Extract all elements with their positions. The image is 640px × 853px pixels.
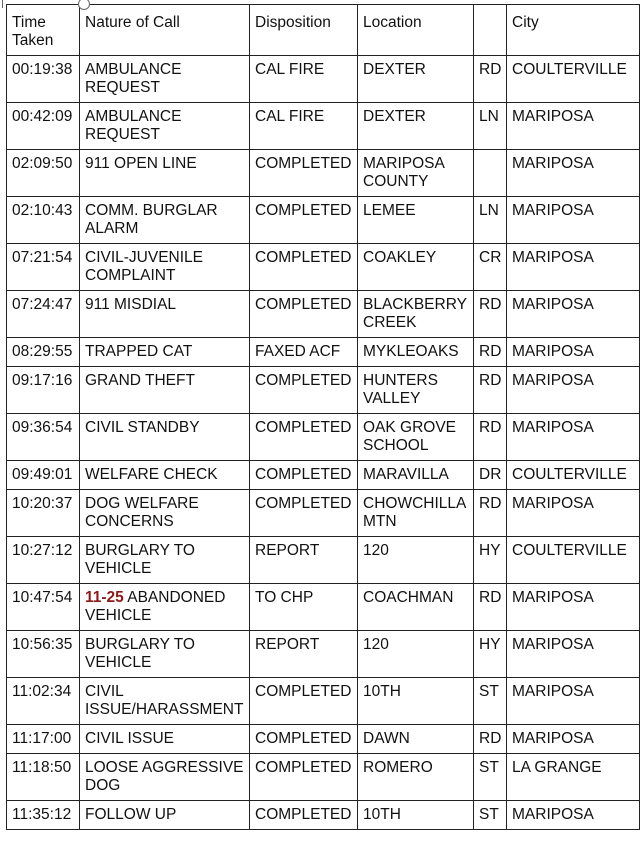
table-row [7, 338, 640, 367]
cell-street-suffix: HY [474, 631, 507, 678]
cell-street-suffix: RD [474, 725, 507, 754]
table-header-row [7, 5, 640, 56]
cell-nature: FOLLOW UP [80, 801, 250, 830]
cell-nature: WELFARE CHECK [80, 461, 250, 490]
cell-location: MYKLEOAKS [358, 338, 474, 367]
cell-city: MARIPOSA [507, 725, 640, 754]
cell-nature: AMBULANCE REQUEST [80, 103, 250, 150]
cell-street-suffix: RD [474, 291, 507, 338]
cell-street-suffix: ST [474, 754, 507, 801]
cell-location: COACHMAN [358, 584, 474, 631]
call-code: 11-25 [85, 589, 124, 606]
table-row [7, 150, 640, 197]
cell-disposition: CAL FIRE [250, 103, 358, 150]
cell-disposition: COMPLETED [250, 801, 358, 830]
cell-street-suffix: ST [474, 678, 507, 725]
cell-disposition: COMPLETED [250, 291, 358, 338]
cell-disposition: COMPLETED [250, 490, 358, 537]
cell-nature: BURGLARY TO VEHICLE [80, 537, 250, 584]
cell-street-suffix: RD [474, 584, 507, 631]
cell-nature: LOOSE AGGRESSIVE DOG [80, 754, 250, 801]
table-row [7, 801, 640, 830]
cell-city: MARIPOSA [507, 631, 640, 678]
cell-disposition: COMPLETED [250, 150, 358, 197]
cell-street-suffix: LN [474, 103, 507, 150]
page-corner-mark [2, 0, 11, 8]
cell-street-suffix: RD [474, 56, 507, 103]
table-row [7, 461, 640, 490]
call-log-page [6, 4, 639, 849]
cell-location: DEXTER [358, 103, 474, 150]
cell-location: OAK GROVE SCHOOL [358, 414, 474, 461]
cell-time: 02:10:43 [7, 197, 80, 244]
table-row [7, 414, 640, 461]
cell-nature: DOG WELFARE CONCERNS [80, 490, 250, 537]
cell-location: DEXTER [358, 56, 474, 103]
cell-time: 11:17:00 [7, 725, 80, 754]
table-row [7, 367, 640, 414]
cell-time: 08:29:55 [7, 338, 80, 367]
cell-disposition: COMPLETED [250, 197, 358, 244]
cell-city: COULTERVILLE [507, 461, 640, 490]
table-row [7, 197, 640, 244]
cell-time: 10:20:37 [7, 490, 80, 537]
cell-nature: 911 MISDIAL [80, 291, 250, 338]
cell-time: 10:56:35 [7, 631, 80, 678]
table-row [7, 291, 640, 338]
cell-nature: COMM. BURGLAR ALARM [80, 197, 250, 244]
cell-street-suffix: CR [474, 244, 507, 291]
cell-time: 07:21:54 [7, 244, 80, 291]
cell-city: MARIPOSA [507, 291, 640, 338]
cell-street-suffix: DR [474, 461, 507, 490]
cell-street-suffix: HY [474, 537, 507, 584]
cell-disposition: REPORT [250, 631, 358, 678]
table-row [7, 584, 640, 631]
cell-nature: BURGLARY TO VEHICLE [80, 631, 250, 678]
cell-location: CHOWCHILLA MTN [358, 490, 474, 537]
cell-street-suffix: ST [474, 801, 507, 830]
cell-location: MARAVILLA [358, 461, 474, 490]
cell-city: MARIPOSA [507, 584, 640, 631]
cell-nature [80, 584, 250, 631]
cell-city: MARIPOSA [507, 367, 640, 414]
table-row [7, 754, 640, 801]
column-header-city: City [507, 5, 640, 56]
column-header-suffix [474, 5, 507, 56]
cell-location: 120 [358, 631, 474, 678]
cell-disposition: COMPLETED [250, 678, 358, 725]
cell-time: 00:42:09 [7, 103, 80, 150]
cell-disposition: COMPLETED [250, 461, 358, 490]
cell-location: DAWN [358, 725, 474, 754]
cell-city: MARIPOSA [507, 244, 640, 291]
cell-location: COAKLEY [358, 244, 474, 291]
cell-nature: TRAPPED CAT [80, 338, 250, 367]
cell-time: 07:24:47 [7, 291, 80, 338]
table-row [7, 537, 640, 584]
table-row [7, 678, 640, 725]
cell-location: 10TH [358, 801, 474, 830]
cell-disposition: FAXED ACF [250, 338, 358, 367]
call-log-table [6, 4, 640, 830]
cell-street-suffix: RD [474, 367, 507, 414]
cell-city: MARIPOSA [507, 678, 640, 725]
column-header-time: Time Taken [7, 5, 80, 56]
cell-location: HUNTERS VALLEY [358, 367, 474, 414]
cell-city: MARIPOSA [507, 801, 640, 830]
cell-location: ROMERO [358, 754, 474, 801]
cell-nature: GRAND THEFT [80, 367, 250, 414]
cell-disposition: COMPLETED [250, 367, 358, 414]
cell-nature: 911 OPEN LINE [80, 150, 250, 197]
table-row [7, 103, 640, 150]
cell-time: 09:36:54 [7, 414, 80, 461]
cell-street-suffix: RD [474, 414, 507, 461]
cell-city: COULTERVILLE [507, 56, 640, 103]
cell-time: 09:17:16 [7, 367, 80, 414]
cell-city: MARIPOSA [507, 103, 640, 150]
cell-street-suffix: RD [474, 490, 507, 537]
cell-time: 11:02:34 [7, 678, 80, 725]
cell-city: MARIPOSA [507, 338, 640, 367]
cell-disposition: REPORT [250, 537, 358, 584]
cell-time: 00:19:38 [7, 56, 80, 103]
cell-time: 02:09:50 [7, 150, 80, 197]
cell-disposition: COMPLETED [250, 725, 358, 754]
column-header-nature: Nature of Call [80, 5, 250, 56]
cell-time: 10:47:54 [7, 584, 80, 631]
cell-nature: CIVIL ISSUE [80, 725, 250, 754]
cell-disposition: COMPLETED [250, 244, 358, 291]
cell-city: MARIPOSA [507, 150, 640, 197]
table-row [7, 56, 640, 103]
cell-disposition: COMPLETED [250, 414, 358, 461]
cell-disposition: CAL FIRE [250, 56, 358, 103]
cell-nature: AMBULANCE REQUEST [80, 56, 250, 103]
cell-city: MARIPOSA [507, 414, 640, 461]
cell-street-suffix: LN [474, 197, 507, 244]
call-log-body [7, 56, 640, 830]
cell-location: MARIPOSA COUNTY [358, 150, 474, 197]
table-row [7, 631, 640, 678]
column-header-disposition: Disposition [250, 5, 358, 56]
cell-time: 11:18:50 [7, 754, 80, 801]
cell-street-suffix: RD [474, 338, 507, 367]
table-row [7, 725, 640, 754]
cell-disposition: TO CHP [250, 584, 358, 631]
cell-time: 11:35:12 [7, 801, 80, 830]
cell-city: LA GRANGE [507, 754, 640, 801]
cell-street-suffix [474, 150, 507, 197]
cell-location: 120 [358, 537, 474, 584]
cell-time: 10:27:12 [7, 537, 80, 584]
table-row [7, 244, 640, 291]
cell-nature: CIVIL-JUVENILE COMPLAINT [80, 244, 250, 291]
column-header-location: Location [358, 5, 474, 56]
cell-city: MARIPOSA [507, 197, 640, 244]
cell-nature: CIVIL STANDBY [80, 414, 250, 461]
cell-nature: CIVIL ISSUE/HARASSMENT [80, 678, 250, 725]
table-row [7, 490, 640, 537]
cell-time: 09:49:01 [7, 461, 80, 490]
cell-location: BLACKBERRY CREEK [358, 291, 474, 338]
cell-city: COULTERVILLE [507, 537, 640, 584]
cell-nature-text: ABANDONED VEHICLE [85, 589, 226, 624]
cell-location: LEMEE [358, 197, 474, 244]
cell-disposition: COMPLETED [250, 754, 358, 801]
cell-location: 10TH [358, 678, 474, 725]
cell-city: MARIPOSA [507, 490, 640, 537]
